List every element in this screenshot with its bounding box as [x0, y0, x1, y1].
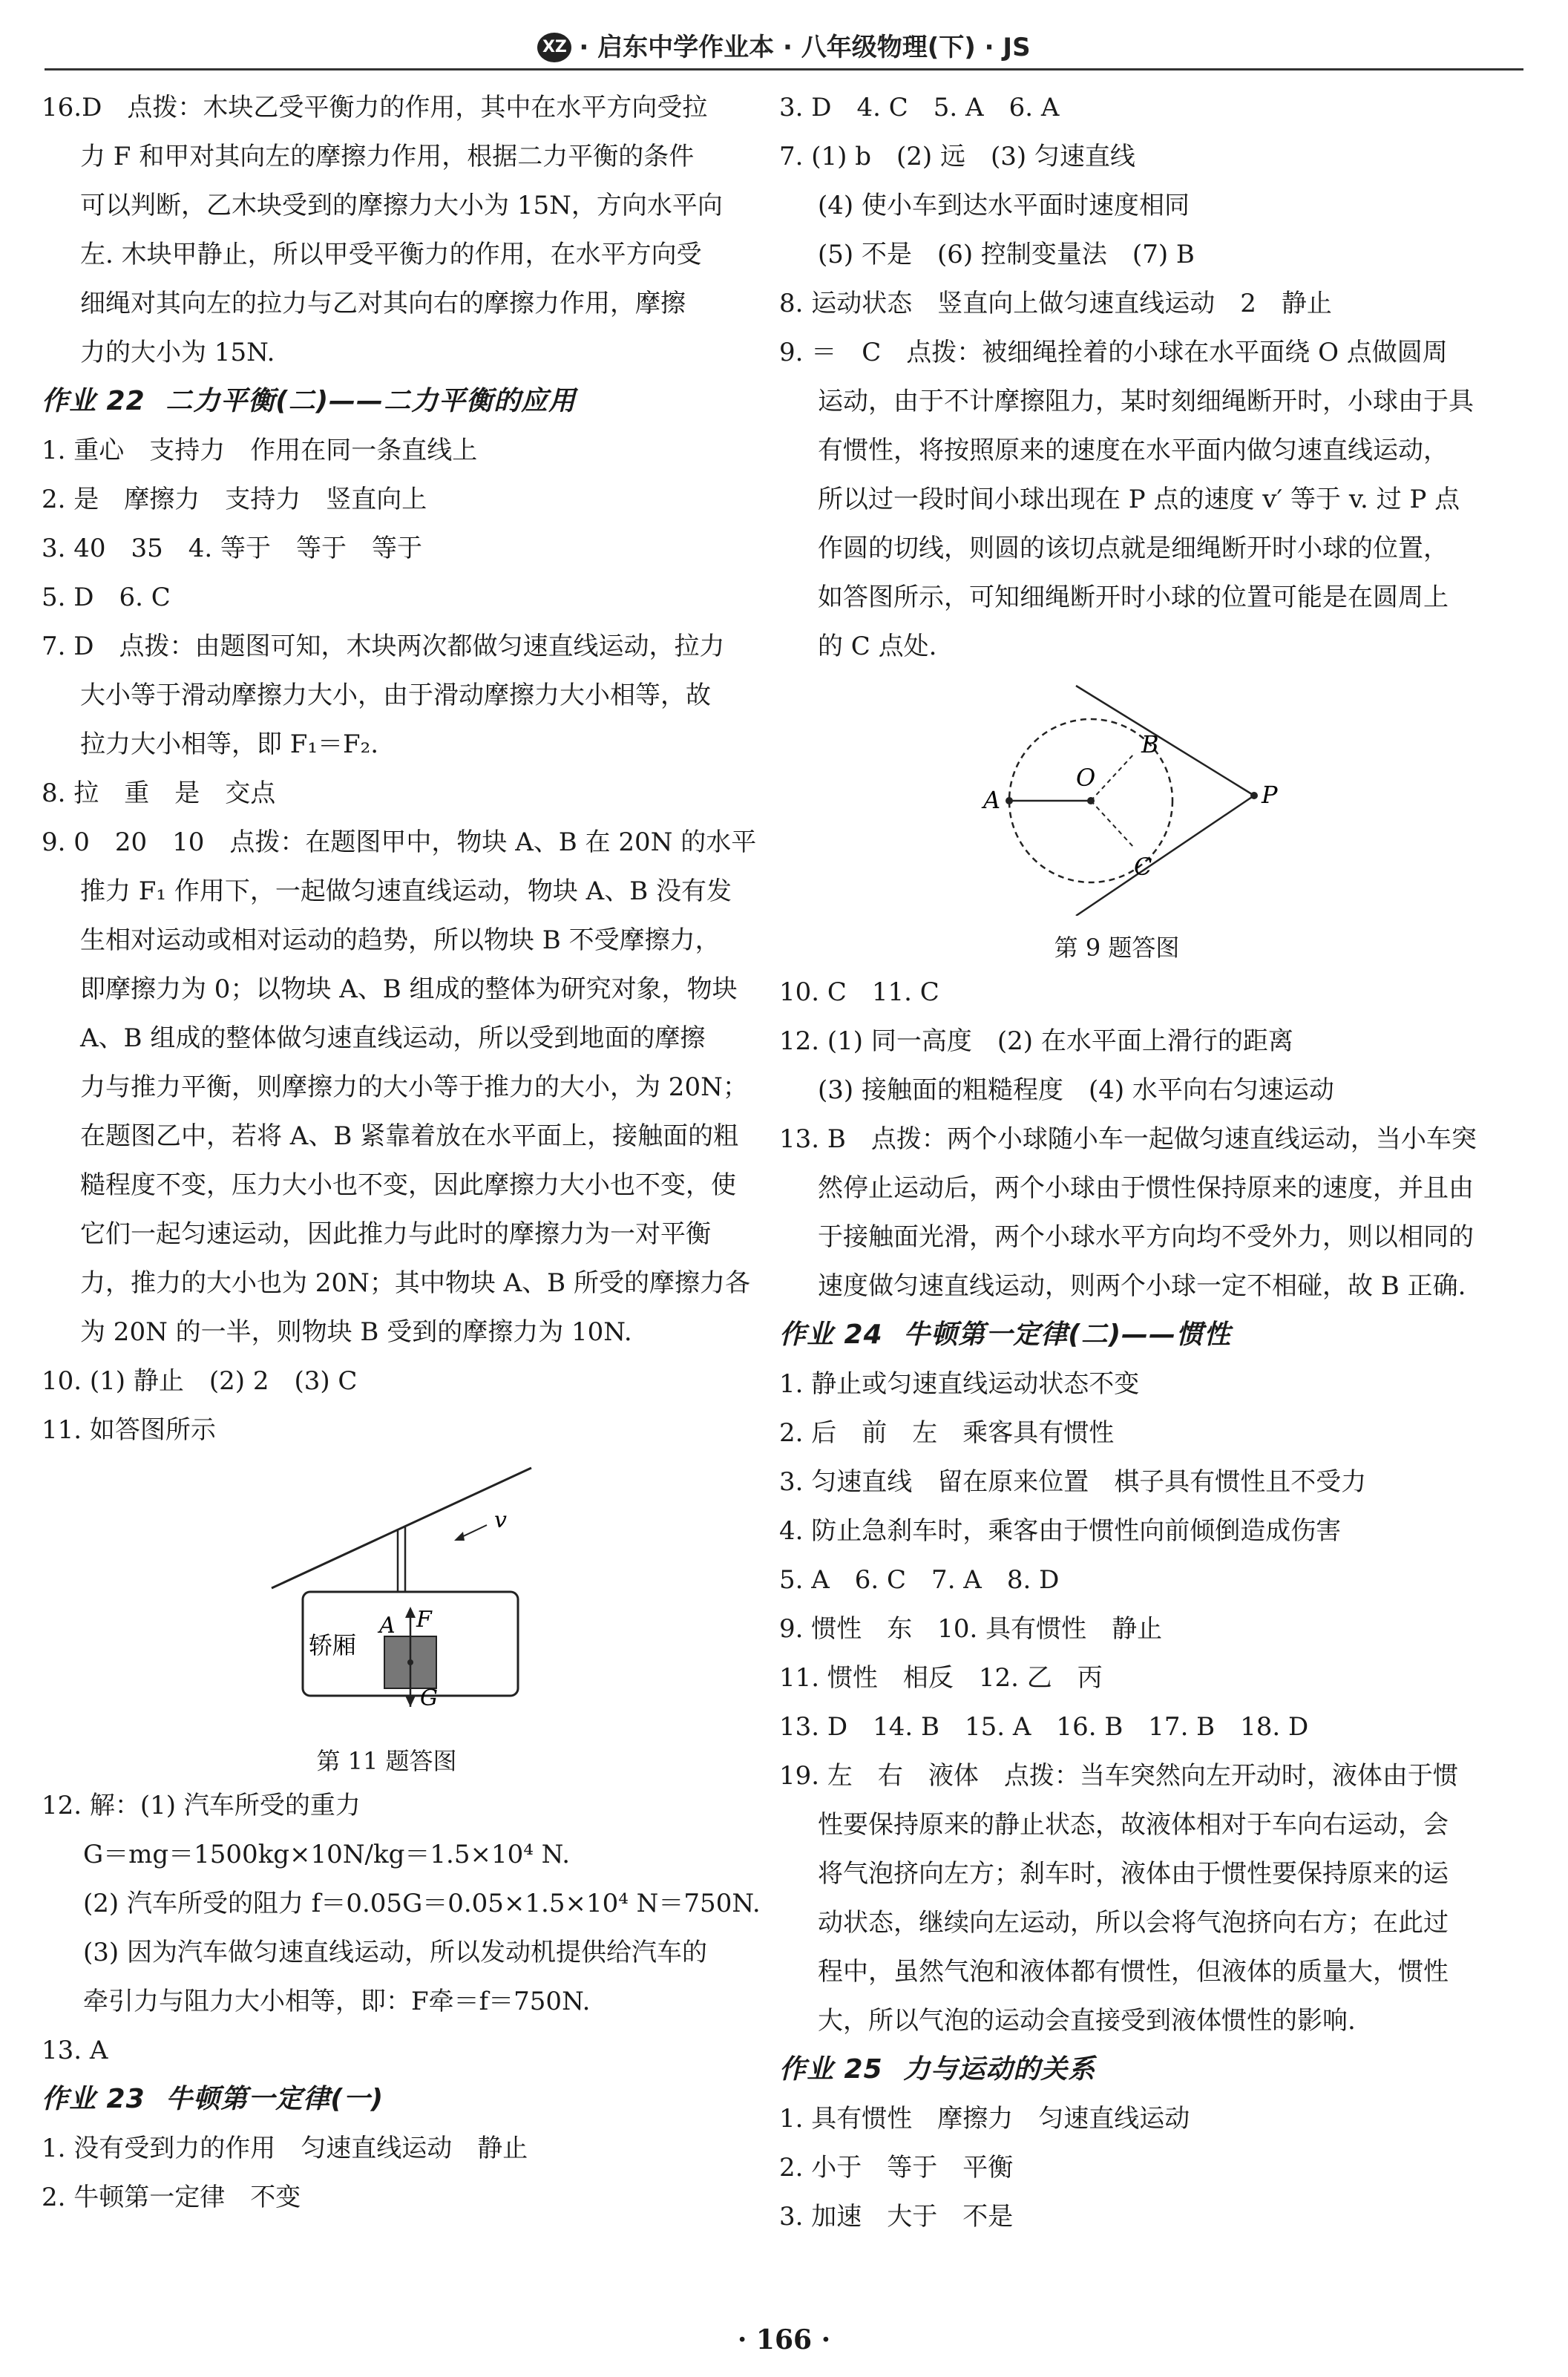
radius-ob: [1091, 754, 1134, 801]
text-line: 力 F 和甲对其向左的摩擦力作用，根据二力平衡的条件: [80, 142, 695, 171]
text-line: 它们一起匀速运动，因此推力与此时的摩擦力为一对平衡: [80, 1219, 711, 1249]
text-line: 细绳对其向左的拉力与乙对其向右的摩擦力作用，摩擦: [80, 289, 686, 318]
answer-line: 3. D 4. C 5. A 6. A: [779, 93, 1060, 122]
label-o: O: [1076, 764, 1096, 792]
answer-line: 10. (1) 静止 (2) 2 (3) C: [42, 1366, 358, 1396]
section-number: 作业 22: [42, 386, 145, 416]
answer-12: [42, 1781, 761, 2026]
answer-19: [779, 1751, 1529, 2045]
answer-line: 8. 运动状态 竖直向上做匀速直线运动 2 静止: [779, 289, 1332, 318]
figure-9: [779, 671, 1529, 968]
answer-line: (3) 接触面的粗糙程度 (4) 水平向右匀速运动: [818, 1075, 1334, 1105]
answer-line: 2. 是 摩擦力 支持力 竖直向上: [42, 485, 427, 514]
text-line: 生相对运动或相对运动的趋势，所以物块 B 不受摩擦力，: [80, 925, 721, 955]
page-number: · 166 ·: [737, 2324, 831, 2355]
arrowhead-icon: [454, 1532, 465, 1541]
answer-13-right: [779, 1115, 1529, 1311]
left-column: [42, 83, 761, 2222]
text-line: 速度做匀速直线运动，则两个小球一定不相碰，故 B 正确.: [818, 1271, 1466, 1301]
figure-caption: 第 11 题答图: [316, 1747, 457, 1775]
section-heading-22: [42, 377, 732, 426]
text-line: 力与推力平衡，则摩擦力的大小等于推力的大小，为 20N；: [80, 1072, 748, 1102]
point-p: [1250, 792, 1258, 799]
answer-line: (5) 不是 (6) 控制变量法 (7) B: [818, 240, 1195, 269]
answer-line: 11. 惯性 相反 12. 乙 丙: [779, 1663, 1103, 1693]
text-line: 性要保持原来的静止状态，故液体相对于车向右运动，会: [818, 1810, 1449, 1840]
answer-line: 8. 拉 重 是 交点: [42, 778, 276, 808]
cable-line: [272, 1468, 531, 1588]
answer-line: 1. 具有惯性 摩擦力 匀速直线运动: [779, 2104, 1190, 2134]
text-line: 力，推力的大小也为 20N；其中物块 A、B 所受的摩擦力各: [80, 1268, 750, 1298]
text-line: 12. 解：(1) 汽车所受的重力: [42, 1791, 361, 1820]
text-line: 于接触面光滑，两个小球水平方向均不受外力，则以相同的: [818, 1222, 1474, 1252]
text-line: 大，所以气泡的运动会直接受到液体惯性的影响.: [818, 2006, 1356, 2036]
label-b: B: [1141, 730, 1159, 758]
answer-line: 2. 后 前 左 乘客具有惯性: [779, 1418, 1115, 1448]
answer-line: 13. A: [42, 2036, 108, 2065]
answer-line: 9. 惯性 东 10. 具有惯性 静止: [779, 1614, 1163, 1644]
text-line: (2) 汽车所受的阻力 f＝0.05G＝0.05×1.5×10⁴ N＝750N.: [83, 1889, 761, 1918]
text-line: 在题图乙中，若将 A、B 紧靠着放在水平面上，接触面的粗: [80, 1121, 739, 1151]
text-line: 16.D 点拨：木块乙受平衡力的作用，其中在水平方向受拉: [42, 93, 708, 122]
section-title: 力与运动的关系: [903, 2054, 1096, 2085]
answer-line: 4. 防止急刹车时，乘客由于惯性向前倾倒造成伤害: [779, 1516, 1342, 1546]
label-a: A: [983, 786, 1001, 814]
text-line: 大小等于滑动摩擦力大小，由于滑动摩擦力大小相等，故: [80, 681, 711, 710]
section-number: 作业 23: [42, 2084, 145, 2114]
label-p: P: [1262, 781, 1278, 809]
center-point: [407, 1659, 413, 1665]
section-heading-24: [779, 1311, 1529, 1360]
text-line: 然停止运动后，两个小球由于惯性保持原来的速度，并且由: [818, 1173, 1474, 1203]
answer-9-right: [779, 328, 1529, 671]
text-line: 动状态，继续向左运动，所以会将气泡挤向右方；在此过: [818, 1908, 1449, 1938]
text-line: 糙程度不变，压力大小也不变，因此摩擦力大小也不变，使: [80, 1170, 736, 1200]
answer-line: 1. 静止或匀速直线运动状态不变: [779, 1369, 1140, 1399]
answer-line: 2. 小于 等于 平衡: [779, 2153, 1014, 2183]
arrowhead-icon: [405, 1696, 416, 1707]
answer-line: 3. 40 35 4. 等于 等于 等于: [42, 534, 423, 563]
figure-caption: 第 9 题答图: [1054, 934, 1180, 962]
text-line: 7. D 点拨：由题图可知，木块两次都做匀速直线运动，拉力: [42, 632, 725, 661]
text-line: 左. 木块甲静止，所以甲受平衡力的作用，在水平方向受: [80, 240, 702, 269]
answer-16: [42, 83, 732, 377]
section-heading-23: [42, 2075, 732, 2124]
text-line: 13. B 点拨：两个小球随小车一起做匀速直线运动，当小车突: [779, 1124, 1477, 1154]
answer-line: (4) 使小车到达水平面时速度相同: [818, 191, 1190, 220]
text-line: 即摩擦力为 0；以物块 A、B 组成的整体为研究对象，物块: [80, 974, 738, 1004]
answer-line: 10. C 11. C: [779, 977, 939, 1007]
text-line: 推力 F₁ 作用下，一起做匀速直线运动，物块 A、B 没有发: [80, 876, 732, 906]
answer-line: 3. 加速 大于 不是: [779, 2202, 1014, 2232]
text-line: 拉力大小相等，即 F₁＝F₂.: [80, 730, 379, 759]
answer-9: [42, 818, 757, 1357]
section-title: 牛顿第一定律(二)——惯性: [903, 1319, 1232, 1350]
circle-tangent-diagram: [779, 671, 1529, 916]
text-line: 力的大小为 15N.: [80, 338, 275, 367]
label-c: C: [1134, 853, 1152, 881]
elevator-diagram: [42, 1455, 732, 1707]
arrowhead-icon: [405, 1607, 416, 1618]
answer-line: 7. (1) b (2) 远 (3) 匀速直线: [779, 142, 1135, 171]
page-header: [45, 27, 1523, 71]
answer-line: 13. D 14. B 15. A 16. B 17. B 18. D: [779, 1712, 1309, 1742]
answer-line: 2. 牛顿第一定律 不变: [42, 2183, 301, 2212]
tangent-line-b: [1076, 686, 1254, 796]
text-line: A、B 组成的整体做匀速直线运动，所以受到地面的摩擦: [80, 1023, 706, 1053]
answer-line: 11. 如答图所示: [42, 1415, 216, 1445]
section-number: 作业 24: [779, 1319, 883, 1350]
label-a: A: [379, 1613, 396, 1639]
book-title: · 启东中学作业本 · 八年级物理(下) · JS: [579, 33, 1031, 62]
label-g: G: [420, 1685, 438, 1707]
text-line: 程中，虽然气泡和液体都有惯性，但液体的质量大，惯性: [818, 1957, 1449, 1987]
text-line: 作圆的切线，则圆的该切点就是细绳断开时小球的位置，: [818, 534, 1449, 563]
text-line: (3) 因为汽车做匀速直线运动，所以发动机提供给汽车的: [83, 1938, 707, 1967]
section-heading-25: [779, 2045, 1529, 2094]
answer-line: 1. 重心 支持力 作用在同一条直线上: [42, 436, 478, 465]
label-v: v: [494, 1507, 507, 1533]
text-line: 可以判断，乙木块受到的摩擦力大小为 15N，方向水平向: [80, 191, 723, 220]
right-column: [779, 83, 1529, 2241]
radius-oc: [1091, 801, 1134, 847]
figure-11: [42, 1455, 732, 1775]
point-o: [1087, 797, 1095, 804]
cabin-label: 轿厢: [309, 1631, 357, 1659]
text-line: 9. ＝ C 点拨：被细绳拴着的小球在水平面绕 O 点做圆周: [779, 338, 1448, 367]
text-line: 如答图所示，可知细绳断开时小球的位置可能是在圆周上: [818, 583, 1449, 612]
answer-line: 1. 没有受到力的作用 匀速直线运动 静止: [42, 2134, 528, 2163]
answer-line: 5. A 6. C 7. A 8. D: [779, 1565, 1060, 1595]
text-line: 将气泡挤向左方；刹车时，液体由于惯性要保持原来的运: [818, 1859, 1449, 1889]
point-a: [1006, 797, 1013, 804]
answer-line: 12. (1) 同一高度 (2) 在水平面上滑行的距离: [779, 1026, 1293, 1056]
answer-line: 3. 匀速直线 留在原来位置 棋子具有惯性且不受力: [779, 1467, 1367, 1497]
answer-7: [42, 622, 732, 769]
section-title: 二力平衡(二)——二力平衡的应用: [165, 386, 577, 416]
text-line: 所以过一段时间小球出现在 P 点的速度 v′ 等于 v. 过 P 点: [818, 485, 1460, 514]
label-f: F: [416, 1607, 432, 1633]
text-line: 运动，由于不计摩擦阻力，某时刻细绳断开时，小球由于具: [818, 387, 1474, 416]
section-number: 作业 25: [779, 2054, 883, 2085]
answer-line: 5. D 6. C: [42, 583, 171, 612]
text-line: 19. 左 右 液体 点拨：当车突然向左开动时，液体由于惯: [779, 1761, 1458, 1791]
text-line: G＝mg＝1500kg×10N/kg＝1.5×10⁴ N.: [83, 1840, 571, 1869]
section-title: 牛顿第一定律(一): [165, 2084, 384, 2114]
xz-logo: XZ: [537, 33, 571, 62]
text-line: 为 20N 的一半，则物块 B 受到的摩擦力为 10N.: [80, 1317, 632, 1347]
text-line: 9. 0 20 10 点拨：在题图甲中，物块 A、B 在 20N 的水平: [42, 827, 757, 857]
text-line: 有惯性，将按照原来的速度在水平面内做匀速直线运动，: [818, 436, 1449, 465]
text-line: 牵引力与阻力大小相等，即：F牵＝f＝750N.: [83, 1987, 591, 2016]
text-line: 的 C 点处.: [818, 632, 937, 661]
